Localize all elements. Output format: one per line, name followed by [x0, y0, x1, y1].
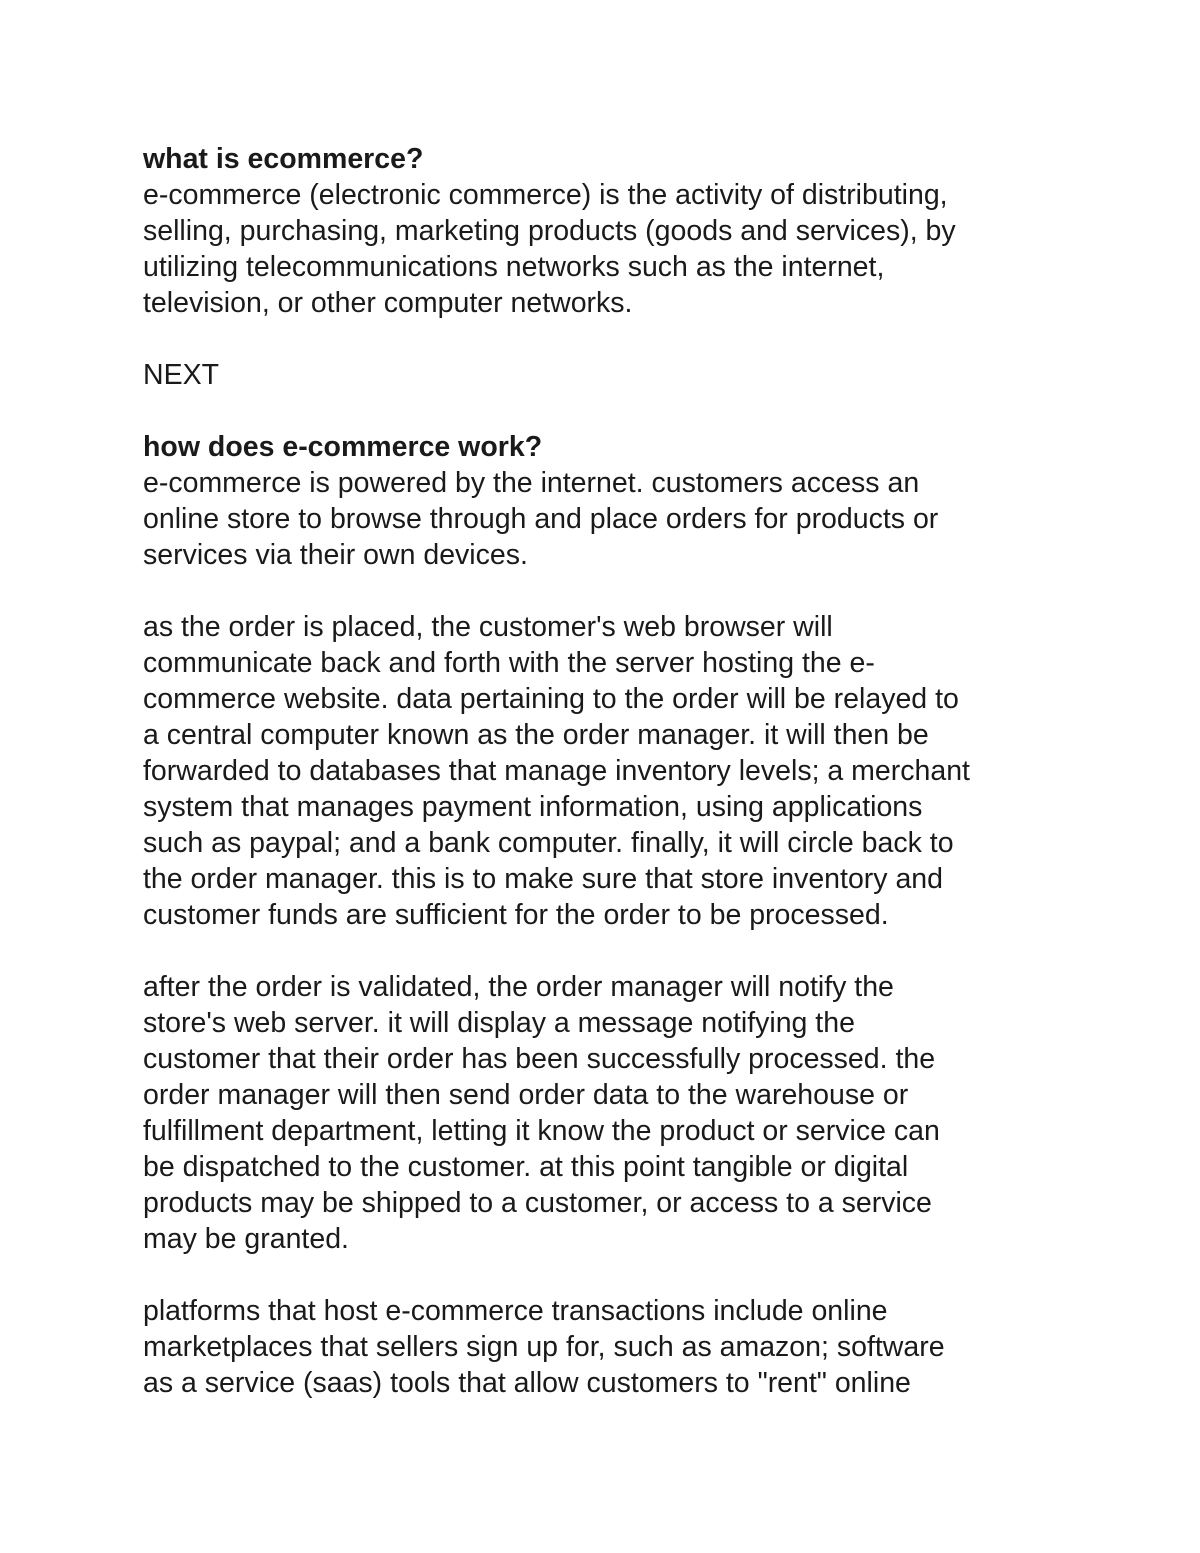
text-line: as a service (saas) tools that allow customers to "rent" online — [143, 1367, 911, 1399]
text-line: fulfillment department, letting it know the product or service can — [143, 1115, 940, 1147]
blank-line — [143, 933, 1073, 969]
text-line: may be granted. — [143, 1223, 349, 1255]
text-line: online store to browse through and place orders for products or — [143, 503, 939, 535]
next-label: NEXT — [143, 359, 220, 391]
text-line: such as paypal; and a bank computer. finally, it will circle back to — [143, 827, 954, 859]
text-line: order manager will then send order data to the warehouse or — [143, 1079, 909, 1111]
text-line: as the order is placed, the customer's web browser will — [143, 611, 833, 643]
text-line: television, or other computer networks. — [143, 287, 633, 319]
text-line: a central computer known as the order manager. it will then be — [143, 719, 929, 751]
text-line: communicate back and forth with the server hosting the e- — [143, 647, 875, 679]
heading-how-does-ecommerce-work: how does e-commerce work? — [143, 431, 543, 463]
heading-what-is-ecommerce: what is ecommerce? — [143, 143, 424, 175]
text-line: e-commerce is powered by the internet. customers access an — [143, 467, 920, 499]
blank-line — [143, 321, 1073, 357]
blank-line — [143, 573, 1073, 609]
text-line: forwarded to databases that manage inventory levels; a merchant — [143, 755, 970, 787]
paragraph-order-placed — [143, 609, 1073, 933]
text-line: e-commerce (electronic commerce) is the activity of distributing, — [143, 179, 948, 211]
paragraph-order-validated — [143, 969, 1073, 1257]
blank-line — [143, 1257, 1073, 1293]
text-line: marketplaces that sellers sign up for, such as amazon; software — [143, 1331, 945, 1363]
text-line: customer funds are sufficient for the order to be processed. — [143, 899, 889, 931]
text-line: after the order is validated, the order manager will notify the — [143, 971, 894, 1003]
text-line: utilizing telecommunications networks such as the internet, — [143, 251, 885, 283]
text-line: customer that their order has been successfully processed. the — [143, 1043, 936, 1075]
text-line: services via their own devices. — [143, 539, 528, 571]
paragraph-ecommerce-definition — [143, 177, 1073, 321]
text-line: platforms that host e-commerce transactions include online — [143, 1295, 888, 1327]
text-line: the order manager. this is to make sure that store inventory and — [143, 863, 944, 895]
paragraph-platforms — [143, 1293, 1073, 1401]
text-line: selling, purchasing, marketing products (goods and services), by — [143, 215, 956, 247]
text-line: store's web server. it will display a message notifying the — [143, 1007, 855, 1039]
text-line: products may be shipped to a customer, or access to a service — [143, 1187, 932, 1219]
text-line: be dispatched to the customer. at this point tangible or digital — [143, 1151, 909, 1183]
text-line: system that manages payment information, using applications — [143, 791, 923, 823]
paragraph-powered-by-internet — [143, 465, 1073, 573]
blank-line — [143, 393, 1073, 429]
document-body — [143, 141, 1073, 1401]
text-line: commerce website. data pertaining to the order will be relayed to — [143, 683, 959, 715]
